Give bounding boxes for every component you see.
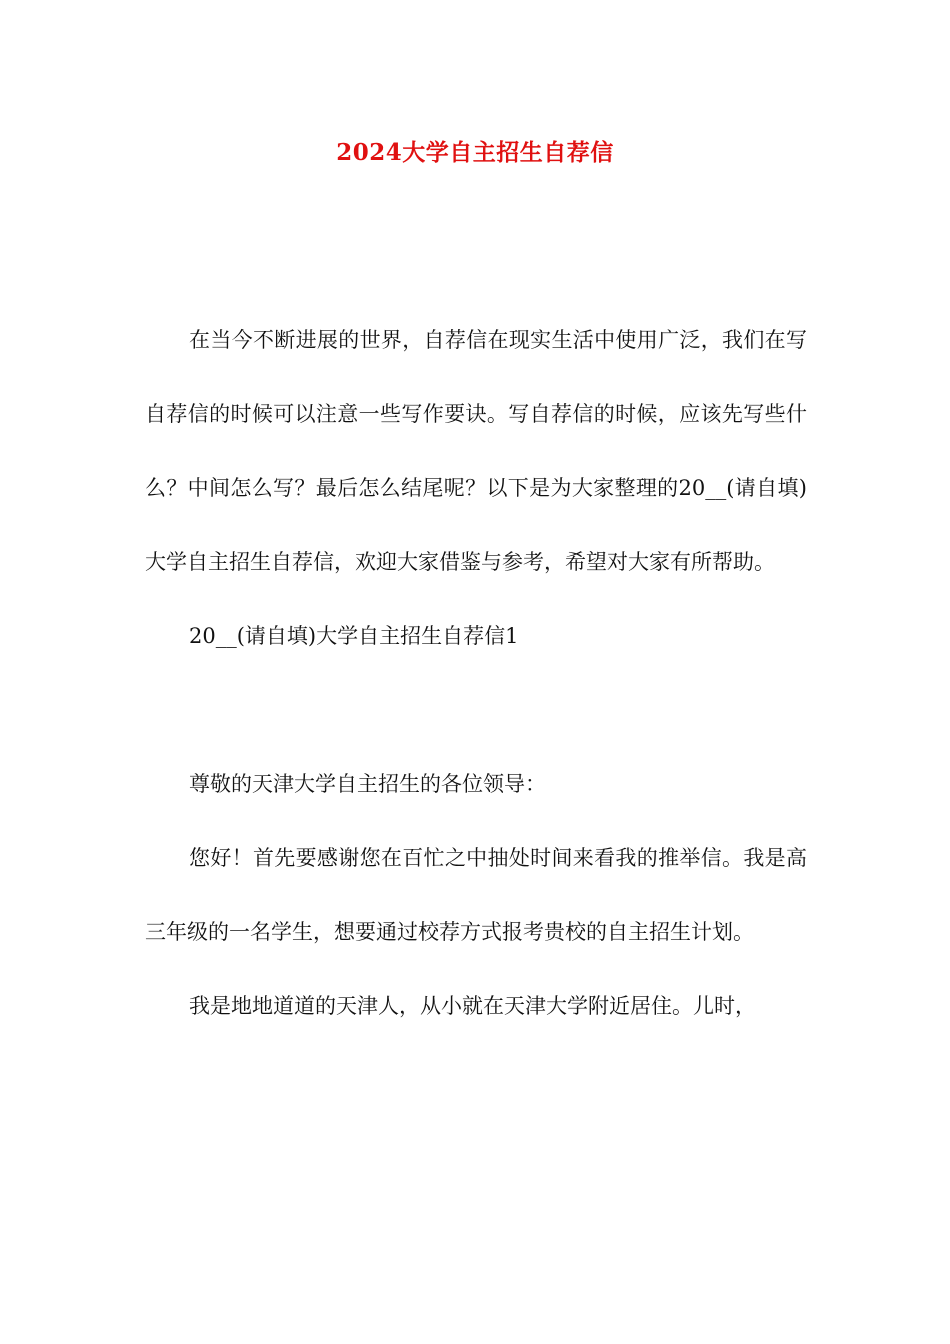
paragraph-background: 我是地地道道的天津人，从小就在天津大学附近居住。儿时，	[189, 994, 756, 1018]
document-body	[145, 303, 807, 1043]
paragraph-intro: 在当今不断进展的世界，自荐信在现实生活中使用广泛，我们在写自荐信的时候可以注意一些写作要诀。写自荐信的时候，应该先写些什么？中间怎么写？最后怎么结尾呢？以下是为大家整理的20__(请自填)大学自主招生自荐信，欢迎大家借鉴与参考，希望对大家有所帮助。	[145, 328, 807, 574]
paragraph-salutation: 尊敬的天津大学自主招生的各位领导：	[189, 772, 546, 796]
document-title: 2024大学自主招生自荐信	[336, 139, 614, 166]
paragraph-greeting: 您好！首先要感谢您在百忙之中抽处时间来看我的推举信。我是高三年级的一名学生，想要通过校荐方式报考贵校的自主招生计划。	[145, 846, 807, 944]
paragraph-gap	[145, 673, 807, 747]
paragraph-section-heading: 20__(请自填)大学自主招生自荐信1	[189, 624, 519, 648]
